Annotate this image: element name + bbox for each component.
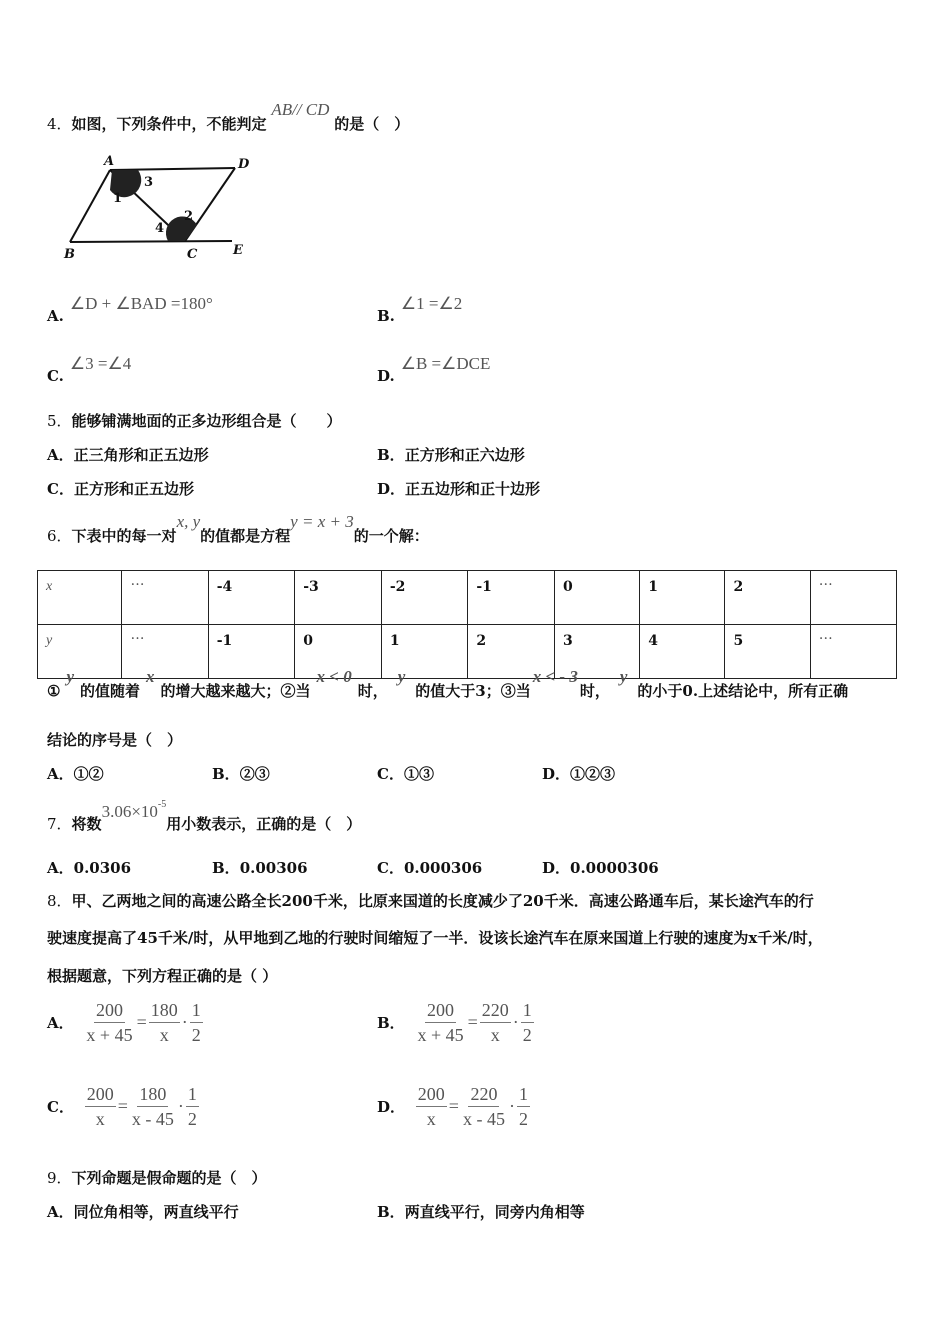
option-c[interactable]: C． $\frac{200}{x}$ = $\frac{180}{x - 45}$ · $\frac{1}{2}$ <box>47 1084 197 1129</box>
option-d[interactable] <box>542 764 615 784</box>
formula: ∠D + ∠BAD =180° <box>69 294 213 313</box>
question-4 <box>47 100 410 134</box>
denominator: x <box>490 1025 500 1045</box>
label-C: C <box>187 247 198 262</box>
numerator: 1 <box>517 1082 530 1107</box>
question-number: 9． <box>47 1169 72 1187</box>
denominator: 2 <box>191 1025 201 1045</box>
question-text: 将数 <box>71 815 102 833</box>
label-E: E <box>233 243 243 258</box>
option-label: B． <box>212 859 240 877</box>
numerator: 180 <box>149 998 180 1023</box>
label-A: A <box>104 154 115 169</box>
option-a[interactable] <box>47 294 213 326</box>
option-c[interactable] <box>47 354 132 386</box>
option-label: D． <box>377 1098 406 1116</box>
option-d[interactable] <box>377 354 491 386</box>
table-cell: -1 <box>468 571 555 625</box>
question-text: 下列命题是假命题的是（ ） <box>71 1169 267 1187</box>
table-cell: -4 <box>208 571 295 625</box>
option-text: 0.0306 <box>73 859 132 877</box>
option-label: A． <box>47 1203 74 1221</box>
option-label: A． <box>47 859 74 877</box>
denominator: 2 <box>518 1109 528 1129</box>
table-cell: 2 <box>725 571 810 625</box>
exponent: -5 <box>157 799 167 810</box>
option-label: A. <box>47 307 64 325</box>
denominator: x + 45 <box>86 1025 133 1045</box>
option-a[interactable] <box>47 1202 239 1222</box>
fraction <box>521 998 534 1047</box>
label-4: 4 <box>155 221 165 236</box>
question-5 <box>47 411 342 431</box>
text: 时， <box>579 682 610 700</box>
option-label: B． <box>377 446 405 464</box>
option-label: A． <box>47 1014 74 1032</box>
numerator: 200 <box>425 998 456 1023</box>
formula: ∠3 =∠4 <box>69 354 132 373</box>
formula: ∠1 =∠2 <box>400 294 463 313</box>
option-b[interactable] <box>212 764 270 784</box>
fraction <box>186 1082 199 1131</box>
table-cell: 1 <box>640 571 725 625</box>
option-d[interactable]: D． $\frac{200}{x}$ = $\frac{220}{x - 45}$ · $\frac{1}{2}$ <box>377 1084 528 1129</box>
question-text: 的是（ ） <box>334 115 410 133</box>
option-text: 正五边形和正十边形 <box>405 480 541 498</box>
fraction <box>84 998 134 1047</box>
statements <box>47 667 849 701</box>
option-c[interactable] <box>47 479 194 499</box>
formula: x, y <box>176 512 201 531</box>
option-text: 0.000306 <box>403 859 483 877</box>
option-label: D． <box>542 765 571 783</box>
formula: y <box>66 667 74 686</box>
text: ① <box>47 682 61 700</box>
option-text: 同位角相等，两直线平行 <box>73 1203 239 1221</box>
formula: AB// CD <box>271 100 330 119</box>
table-cell: 1 <box>381 625 468 679</box>
question-text: 如图，下列条件中，不能判定 <box>71 115 267 133</box>
numerator: 220 <box>468 1082 499 1107</box>
question-7 <box>47 799 362 834</box>
option-label: A． <box>47 446 74 464</box>
question-text: 驶速度提高了45千米/时，从甲地到乙地的行驶时间缩短了一半．设该长途汽车在原来国道上行驶的速度为x千米/时， <box>47 929 823 947</box>
table-cell: … <box>122 571 208 625</box>
fraction <box>415 998 465 1047</box>
formula: x <box>146 667 155 686</box>
numerator: 200 <box>94 998 125 1023</box>
option-text: 两直线平行，同旁内角相等 <box>404 1203 585 1221</box>
label-2: 2 <box>184 209 194 224</box>
denominator: x <box>95 1109 105 1129</box>
option-label: B． <box>377 1203 405 1221</box>
table-cell: 2 <box>468 625 555 679</box>
formula: y <box>619 667 628 686</box>
label-1: 1 <box>113 191 123 206</box>
table-cell: x <box>38 571 122 625</box>
option-a[interactable]: A． $\frac{200}{x + 45}$ = $\frac{180}{x}$ · $\frac{1}{2}$ <box>47 1000 201 1045</box>
table-cell: -2 <box>381 571 468 625</box>
fraction <box>480 998 511 1047</box>
numerator: 180 <box>137 1082 168 1107</box>
option-label: C． <box>377 859 404 877</box>
table-cell: 5 <box>725 625 810 679</box>
text: 的值大于3；③当 <box>415 682 531 700</box>
table-cell: … <box>810 625 896 679</box>
question-text: 的值都是方程 <box>200 527 291 545</box>
option-label: C. <box>47 367 64 385</box>
formula: ∠B =∠DCE <box>400 354 491 373</box>
option-label: C． <box>377 765 404 783</box>
question-text: 用小数表示，正确的是（ ） <box>166 815 362 833</box>
option-label: D. <box>377 367 395 385</box>
question-text: 能够铺满地面的正多边形组合是（ ） <box>71 412 342 430</box>
numerator: 1 <box>521 998 534 1023</box>
option-d[interactable] <box>377 479 540 499</box>
numerator: 200 <box>416 1082 447 1107</box>
numerator: 200 <box>85 1082 116 1107</box>
formula: y <box>397 667 406 686</box>
table-cell: 4 <box>640 625 725 679</box>
option-label: B. <box>377 307 395 325</box>
option-label: D． <box>542 859 571 877</box>
fraction <box>461 1082 507 1131</box>
question-number: 5． <box>47 412 72 430</box>
question-number: 6． <box>47 527 72 545</box>
question-text: 根据题意，下列方程正确的是（ ） <box>47 967 278 985</box>
option-text: 正方形和正六边形 <box>404 446 525 464</box>
numerator: 220 <box>480 998 511 1023</box>
option-text: 正方形和正五边形 <box>73 480 194 498</box>
table-cell: 3 <box>554 625 639 679</box>
table-cell: … <box>122 625 208 679</box>
question-number: 7． <box>47 815 72 833</box>
option-a[interactable] <box>47 445 209 465</box>
option-a[interactable] <box>47 764 104 784</box>
formula: 3.06×10 <box>101 802 158 821</box>
option-b[interactable] <box>377 294 463 326</box>
numerator: 1 <box>190 998 203 1023</box>
option-label: C． <box>47 1098 74 1116</box>
fraction <box>190 998 203 1047</box>
question-number: 4． <box>47 115 72 133</box>
question-number: 8． <box>47 892 72 910</box>
option-b[interactable]: B． $\frac{200}{x + 45}$ = $\frac{220}{x}$ · $\frac{1}{2}$ <box>377 1000 532 1045</box>
fraction <box>130 1082 176 1131</box>
option-c[interactable] <box>377 858 482 878</box>
text: 的小于0.上述结论中，所有正确 <box>637 682 849 700</box>
option-text: 0.0000306 <box>570 859 659 877</box>
fraction <box>85 1082 116 1131</box>
option-text: ①②③ <box>570 765 616 783</box>
option-label: C． <box>47 480 74 498</box>
option-label: D． <box>377 480 406 498</box>
denominator: 2 <box>522 1025 532 1045</box>
numerator: 1 <box>186 1082 199 1107</box>
table-cell: y <box>38 625 122 679</box>
table-cell: -1 <box>208 625 295 679</box>
option-d[interactable] <box>542 858 659 878</box>
option-b[interactable] <box>212 858 308 878</box>
option-text: ②③ <box>239 765 270 783</box>
option-c[interactable] <box>377 764 434 784</box>
fraction <box>149 998 180 1047</box>
table-cell: 0 <box>554 571 639 625</box>
table-cell: … <box>810 571 896 625</box>
table-cell: -3 <box>295 571 382 625</box>
xy-table <box>37 570 897 679</box>
fraction <box>416 1082 447 1131</box>
option-a[interactable] <box>47 858 131 878</box>
question-6 <box>47 512 429 546</box>
option-text: 正三角形和正五边形 <box>73 446 209 464</box>
question-text: 甲、乙两地之间的高速公路全长200千米，比原来国道的长度减少了20千米．高速公路通车后，某长途汽车的行 <box>71 892 814 910</box>
question-8 <box>47 891 814 911</box>
formula: y = x + 3 <box>290 512 354 531</box>
fraction <box>517 1082 530 1131</box>
option-text: ①② <box>73 765 104 783</box>
option-b[interactable] <box>377 445 525 465</box>
question-text: 下表中的每一对 <box>71 527 177 545</box>
table-row <box>38 625 897 679</box>
label-D: D <box>238 157 250 172</box>
label-B: B <box>64 247 75 262</box>
denominator: x - 45 <box>131 1109 174 1129</box>
option-text: 0.00306 <box>239 859 308 877</box>
denominator: x + 45 <box>417 1025 464 1045</box>
option-label: B． <box>212 765 240 783</box>
formula: x < - 3 <box>532 667 578 686</box>
text: 的增大越来越大；②当 <box>160 682 311 700</box>
denominator: x - 45 <box>462 1109 505 1129</box>
denominator: 2 <box>187 1109 197 1129</box>
parallelogram-figure <box>50 150 260 270</box>
question-9 <box>47 1168 267 1188</box>
table-cell: 0 <box>295 625 382 679</box>
option-label: A． <box>47 765 74 783</box>
denominator: x <box>159 1025 169 1045</box>
question-text: 的一个解： <box>353 527 429 545</box>
text: 的值随着 <box>80 682 141 700</box>
text: 时， <box>357 682 388 700</box>
option-b[interactable] <box>377 1202 585 1222</box>
formula: x < 0 <box>316 667 352 686</box>
label-3: 3 <box>144 175 154 190</box>
statements-cont: 结论的序号是（ ） <box>47 731 183 749</box>
option-label: B． <box>377 1014 405 1032</box>
option-text: ①③ <box>403 765 434 783</box>
denominator: x <box>426 1109 436 1129</box>
table-row <box>38 571 897 625</box>
